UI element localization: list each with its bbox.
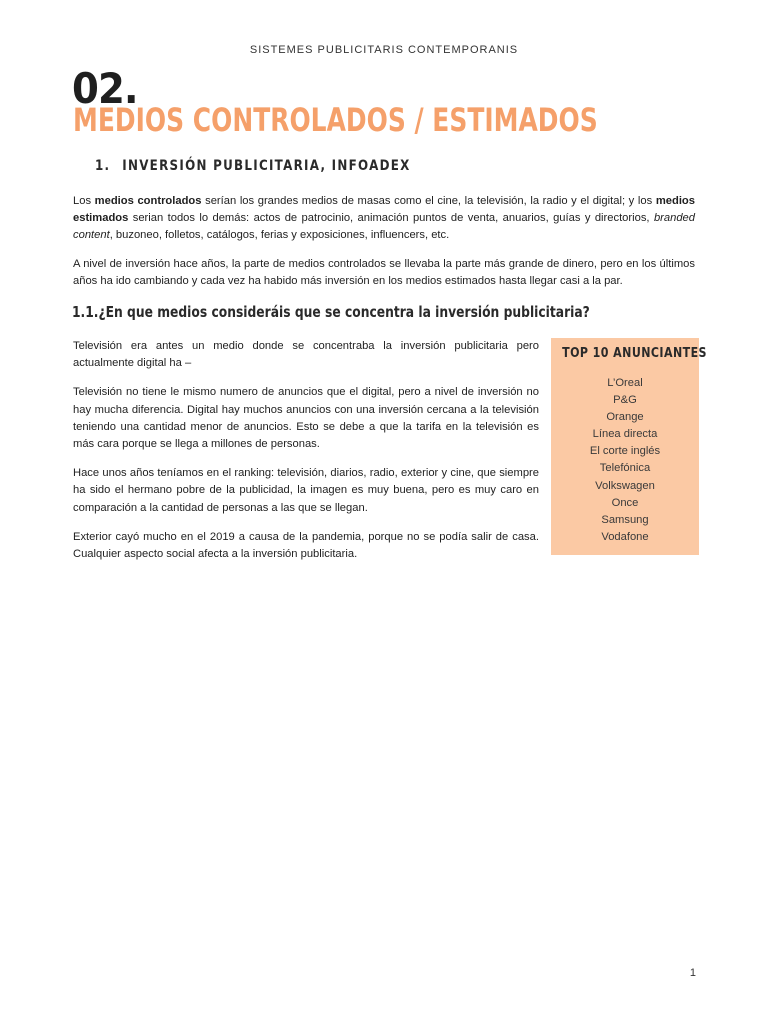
advertiser-item: Orange (606, 411, 644, 424)
page-number: 1 (689, 967, 696, 979)
advertiser-item: Once (611, 496, 639, 509)
advertiser-item: Volkswagen (595, 479, 655, 492)
intro-text-2: serían los grandes medios de masas como el cine, la televisión, la radio y el digital; y los (201, 195, 656, 207)
advertiser-item: Samsung (601, 513, 649, 526)
answer-paragraph: Exterior cayó mucho en el 2019 a causa de la pandemia, porque no se podía salir de casa. Cualquier aspecto social afecta a la inversión publicitaria. (73, 530, 539, 561)
section-number: 1. (95, 158, 111, 174)
intro-text-3: serian todos lo demás: actos de patrocinio, animación puntos de venta, anuarios, guías y directorios, (128, 212, 654, 225)
section-title: INVERSIÓN PUBLICITARIA, INFOADEX (122, 158, 411, 174)
advertiser-item: Línea directa (592, 428, 658, 441)
top-advertisers-box (551, 338, 707, 555)
investment-paragraph: A nivel de inversión hace años, la parte de medios controlados se llevaba la parte más grande de dinero, pero en los últimos años ha ido cambiando y cada vez ha habido más inversión en los medios estimados hasta llegar casi a la par. (73, 258, 695, 288)
chapter-title: MEDIOS CONTROLADOS / ESTIMADOS (73, 101, 598, 139)
question-heading: 1.1.¿En que medios consideráis que se concentra la inversión publicitaria? (72, 303, 590, 321)
answer-paragraph: Hace unos años teníamos en el ranking: televisión, diarios, radio, exterior y cine, que siempre ha sido el hermano pobre de la publicidad, la imagen es muy buena, pero es muy caro en comparación a la cantidad de personas a las que se llegan. (73, 467, 539, 514)
answer-paragraph: Televisión era antes un medio donde se concentraba la inversión publicitaria pero actualmente digital ha – (73, 340, 539, 370)
top-advertisers-list (551, 375, 699, 546)
advertiser-item: Vodafone (601, 530, 649, 543)
running-header: SISTEMES PUBLICITARIS CONTEMPORANIS (249, 44, 519, 56)
advertiser-item: Telefónica (599, 462, 651, 475)
intro-text-1: Los (73, 195, 95, 207)
advertiser-item: P&G (613, 394, 637, 407)
intro-paragraph (73, 193, 695, 245)
term-medios-estimados: medios estimados (73, 195, 695, 225)
chapter-number: 02. (72, 64, 138, 113)
advertiser-item: L’Oreal (607, 377, 643, 389)
answer-column (73, 338, 539, 575)
section-heading (95, 158, 411, 174)
intro-text-4: , buzoneo, folletos, catálogos, ferias y exposiciones, influencers, etc. (109, 229, 450, 242)
answer-paragraph: Televisión no tiene le mismo numero de anuncios que el digital, pero a nivel de inversión no hay mucha diferencia. Digital hay muchos anuncios con una inversión cercana a la televisión teniendo una cantidad menor de anuncios. Esto se debe a que la tarifa en la televisión es más cara porque se llega a millones de personas. (73, 386, 539, 451)
advertiser-item: El corte inglés (589, 445, 661, 458)
term-medios-controlados: medios controlados (94, 195, 202, 207)
term-branded-content: branded content (73, 212, 695, 242)
top-advertisers-title: TOP 10 ANUNCIANTES (562, 346, 707, 361)
